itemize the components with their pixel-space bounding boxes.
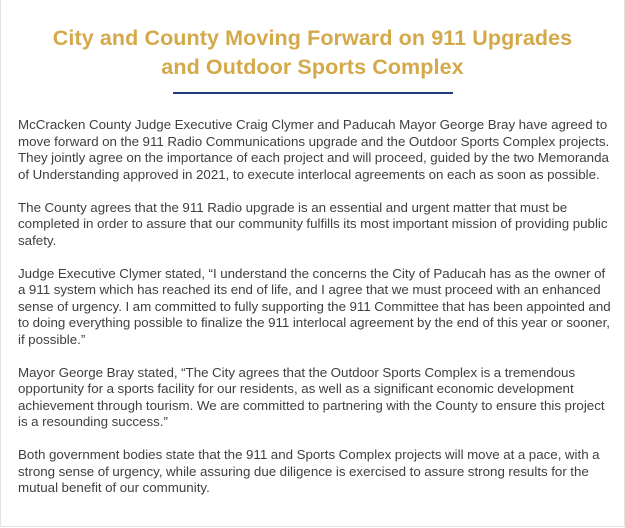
title-line-2: and Outdoor Sports Complex <box>161 55 464 79</box>
paragraph-clymer-quote: Judge Executive Clymer stated, “I understand the concerns the City of Paducah has as the owner of a 911 system which has reached its end of life, and I agree that we must proceed with an enhanced sense of urgency. I am committed to fully supporting the 911 Committee that has been appointed and to doing everything possible to finalize the 911 interlocal agreement by the end of this year or sooner, if possible.” <box>18 265 611 347</box>
paragraph-bray-quote: Mayor George Bray stated, “The City agrees that the Outdoor Sports Complex is a tremendous opportunity for a sports facility for our residents, as well as a significant economic development achievement through tourism. We are committed to partnering with the County to ensure this project is a resounding success.” <box>18 364 605 429</box>
paragraph-conclusion: Both government bodies state that the 911 and Sports Complex projects will move at a pace, with a strong sense of urgency, while assuring due diligence is exercised to assure strong results for the mutual benefit of our community. <box>18 447 600 495</box>
title-line-1: City and County Moving Forward on 911 Upgrades <box>52 26 573 50</box>
paragraph-county-agrees: The County agrees that the 911 Radio upgrade is an essential and urgent matter that must be completed in order to assure that our community fulfills its most important mission of providing public safety. <box>18 199 608 248</box>
article-body <box>18 117 614 513</box>
title-underline <box>173 92 453 94</box>
page-title <box>0 24 625 82</box>
paragraph-intro: McCracken County Judge Executive Craig Clymer and Paducah Mayor George Bray have agreed to move forward on the 911 Radio Communications upgrade and the Outdoor Sports Complex projects. They jointly agree on the importance of each project and will proceed, guided by the two Memoranda of Understanding approved in 2021, to execute interlocal agreements on each as soon as possible. <box>18 117 610 182</box>
